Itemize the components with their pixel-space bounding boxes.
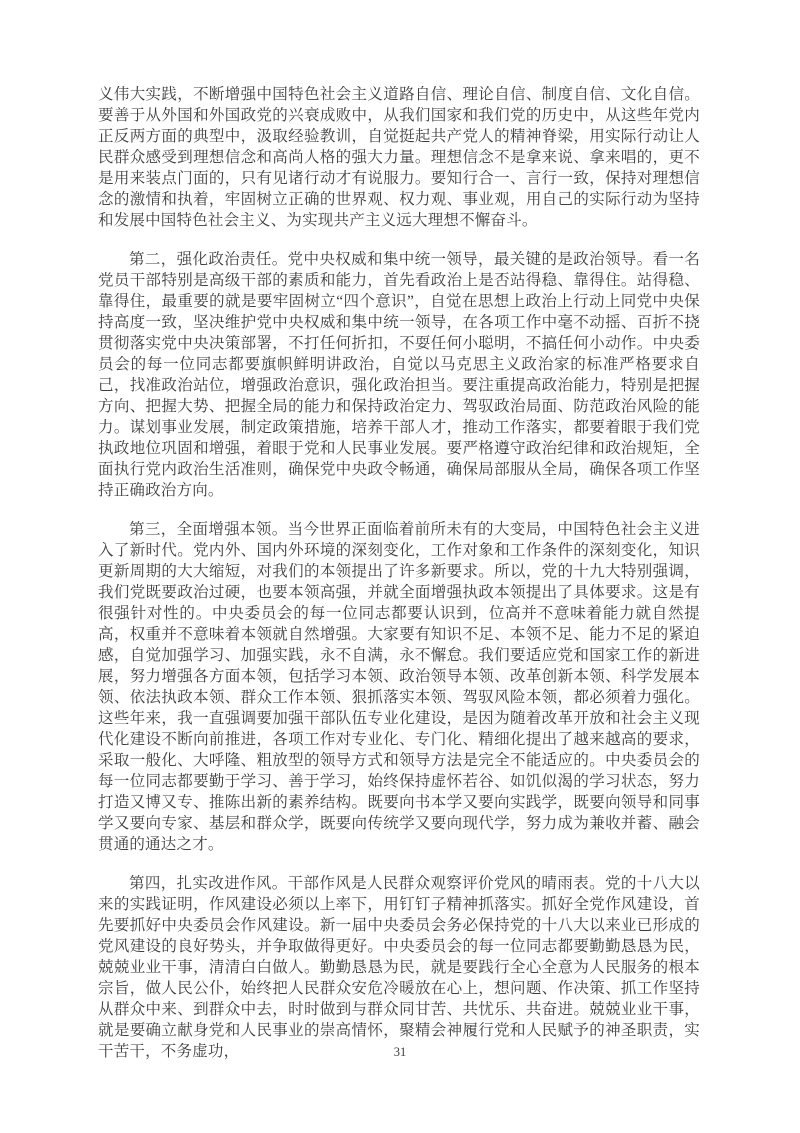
paragraph-second-point: 第二，强化政治责任。党中央权威和集中统一领导，最关键的是政治领导。看一名党员干部特别是高级干部的素质和能力，首先看政治上是否站得稳、靠得住。站得稳、靠得住，最重要的就是要牢固树立“四个意识”，自觉在思想上政治上行动上同党中央保持高度一致，坚决维护党中央权威和集中统一领导，在各项工作中毫不动摇、百折不挠贯彻落实党中央决策部署，不打任何折扣，不耍任何小聪明，不搞任何小动作。中央委员会的每一位同志都要旗帜鲜明讲政治，自觉以马克思主义政治家的标准严格要求自己，找准政治站位，增强政治意识，强化政治担当。要注重提高政治能力，特别是把握方向、把握大势、把握全局的能力和保持政治定力、驾驭政治局面、防范政治风险的能力。谋划事业发展，制定政策措施，培养干部人才，推动工作落实，都要着眼于我们党执政地位巩固和增强，着眼于党和人民事业发展。要严格遵守政治纪律和政治规矩，全面执行党内政治生活准则，确保党中央政令畅通，确保局部服从全局，确保各项工作坚持正确政治方向。	[98, 251, 700, 499]
page-number: 31	[393, 1045, 407, 1059]
paragraph-fourth-point: 第四，扎实改进作风。干部作风是人民群众观察评价党风的晴雨表。党的十八大以来的实践证明，作风建设必须以上率下，用钉钉子精神抓落实。抓好全党作风建设，首先要抓好中央委员会作风建设。新一届中央委员会务必保持党的十八大以来业已形成的党风建设的良好势头，并争取做得更好。中央委员会的每一位同志都要勤勤恳恳为民，兢兢业业干事，清清白白做人。勤勤恳恳为民，就是要践行全心全意为人民服务的根本宗旨，做人民公仆，始终把人民群众安危冷暖放在心上，想问题、作决策、抓工作坚持从群众中来、到群众中去，时时做到与群众同甘苦、共忧乐、共奋进。兢兢业业干事，就是要确立献身党和人民事业的崇高情怀，聚精会神履行党和人民赋予的神圣职责，实干苦干，不务虚功，	[98, 875, 700, 1060]
document-body	[98, 84, 700, 1062]
paragraph-continuation: 义伟大实践，不断增强中国特色社会主义道路自信、理论自信、制度自信、文化自信。要善于从外国和外国政党的兴衰成败中，从我们国家和我们党的历史中，从这些年党内正反两方面的典型中，汲取经验教训，自觉挺起共产党人的精神脊梁，用实际行动让人民群众感受到理想信念和高尚人格的强大力量。理想信念不是拿来说、拿来唱的，更不是用来装点门面的，只有见诸行动才有说服力。要知行合一、言行一致，保持对理想信念的激情和执着，牢固树立正确的世界观、权力观、事业观，用自己的实际行动为坚持和发展中国特色社会主义、为实现共产主义远大理想不懈奋斗。	[98, 86, 700, 229]
paragraph-third-point: 第三，全面增强本领。当今世界正面临着前所未有的大变局，中国特色社会主义进入了新时代。党内外、国内外环境的深刻变化，工作对象和工作条件的深刻变化，知识更新周期的大大缩短，对我们的本领提出了许多新要求。所以，党的十九大特别强调，我们党既要政治过硬，也要本领高强，并就全面增强执政本领提出了具体要求。这是有很强针对性的。中央委员会的每一位同志都要认识到，位高并不意味着能力就自然提高，权重并不意味着本领就自然增强。大家要有知识不足、本领不足、能力不足的紧迫感，自觉加强学习、加强实践，永不自满，永不懈怠。我们要适应党和国家工作的新进展，努力增强各方面本领，包括学习本领、政治领导本领、改革创新本领、科学发展本领、依法执政本领、群众工作本领、狠抓落实本领、驾驭风险本领，都必须着力强化。这些年来，我一直强调要加强干部队伍专业化建设，是因为随着改革开放和社会主义现代化建设不断向前推进，各项工作对专业化、专门化、精细化提出了越来越高的要求，采取一般化、大呼隆、粗放型的领导方式和领导方法是完全不能适应的。中央委员会的每一位同志都要勤于学习、善于学习，始终保持虚怀若谷、如饥似渴的学习状态，努力打造又博又专、推陈出新的素养结构。既要向书本学又要向实践学，既要向领导和同事学又要向专家、基层和群众学，既要向传统学又要向现代学，努力成为兼收并蓄、融会贯通的通达之才。	[98, 521, 700, 853]
